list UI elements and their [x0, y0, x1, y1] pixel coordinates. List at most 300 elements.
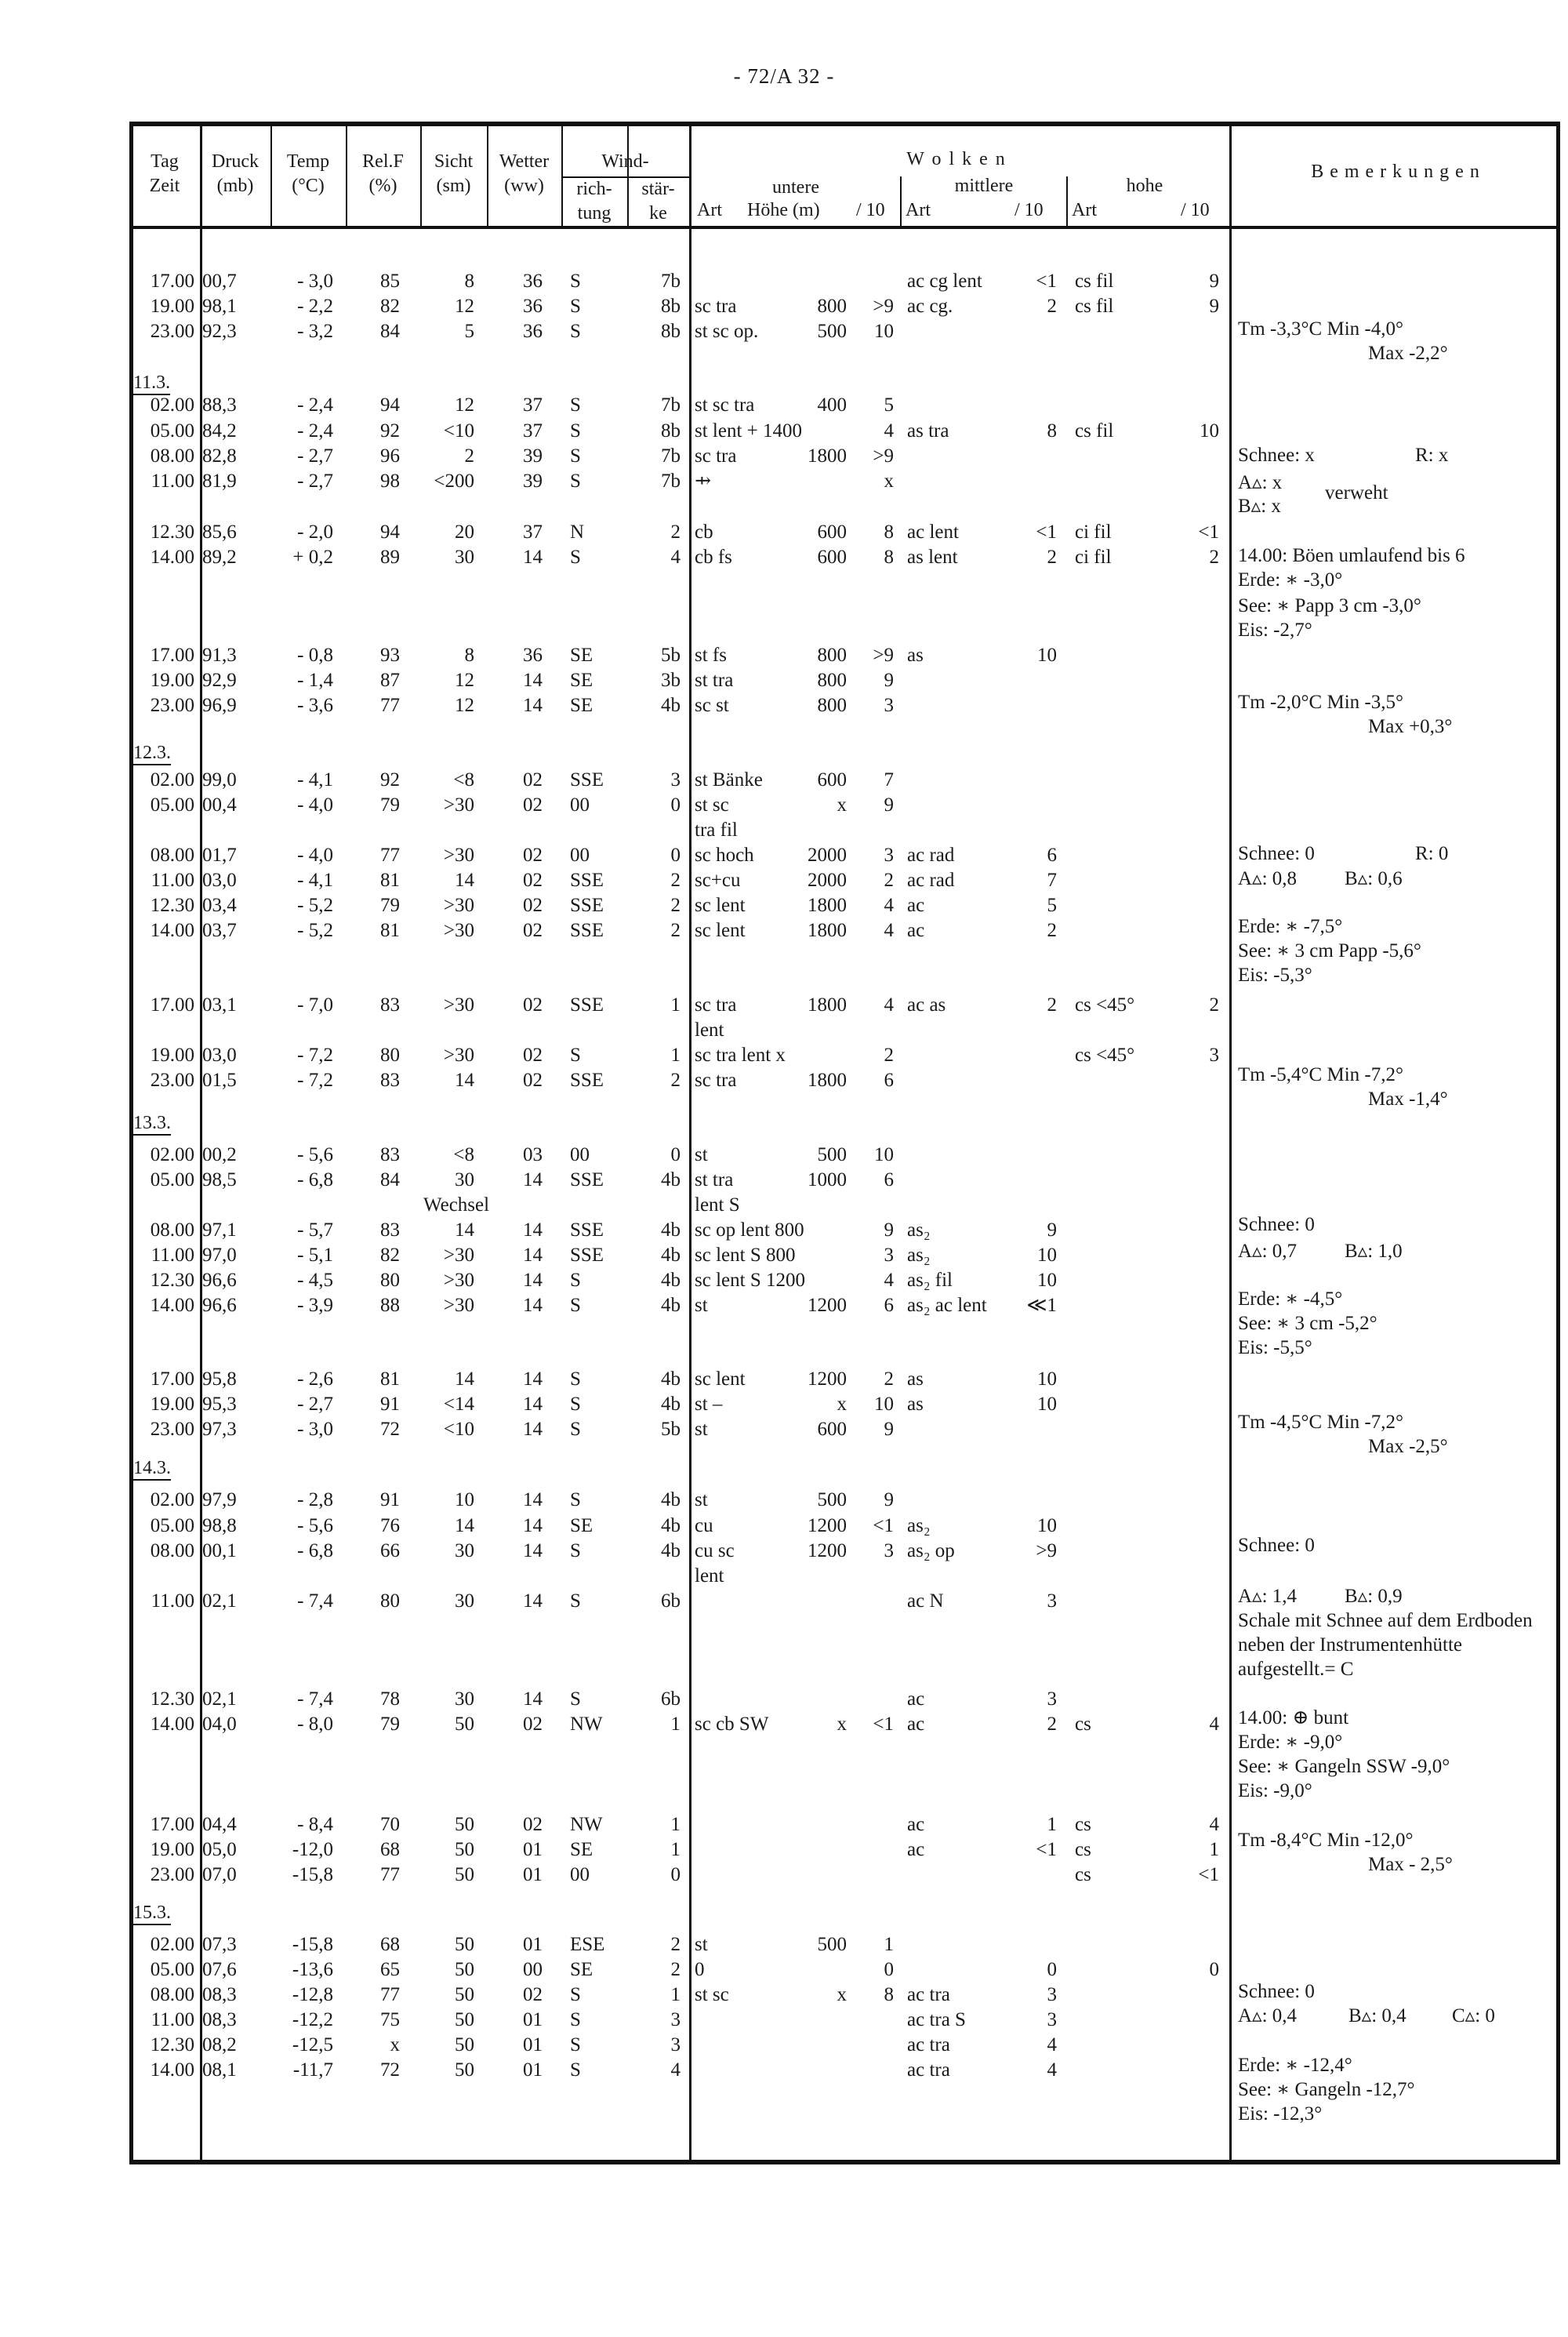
header-druck: Druck (mb) — [212, 151, 259, 196]
pressure-cell: 97,0 — [202, 1245, 237, 1266]
temp-cell: -12,2 — [292, 2009, 333, 2030]
low-cloud-height-cell: 500 — [817, 1934, 847, 1955]
temp-cell: - 4,5 — [297, 1270, 333, 1291]
remark: Eis: -5,3° — [1238, 965, 1312, 986]
remark: Schnee: x — [1238, 445, 1315, 466]
time-cell: 05.00 — [150, 1515, 194, 1536]
low-cloud-type-cell: sc tra — [695, 296, 737, 317]
wind-strength-cell: 2 — [670, 522, 681, 543]
pressure-cell: 88,3 — [202, 394, 237, 416]
time-cell: 12.30 — [150, 2034, 194, 2055]
temp-cell: - 8,0 — [297, 1714, 333, 1735]
temp-cell: - 7,2 — [297, 1070, 333, 1091]
visibility-cell: >30 — [443, 845, 474, 866]
mid-cloud-cover-cell: >9 — [1036, 1540, 1057, 1561]
low-cloud-cover-cell: 10 — [874, 1144, 894, 1165]
mid-cloud-type-cell: as₂ — [907, 1515, 931, 1536]
temp-cell: - 7,0 — [297, 994, 333, 1016]
remark: See: ∗ Gangeln -12,7° — [1238, 2079, 1415, 2100]
humidity-cell: 80 — [380, 1045, 400, 1066]
table-row — [0, 2008, 1568, 2033]
pressure-cell: 04,4 — [202, 1814, 237, 1835]
low-cloud-type-cell: lent — [695, 1019, 724, 1041]
low-cloud-cover-cell: 9 — [884, 1489, 894, 1510]
pressure-cell: 98,8 — [202, 1515, 237, 1536]
time-cell: 02.00 — [150, 1489, 194, 1510]
pressure-cell: 07,3 — [202, 1934, 237, 1955]
pressure-cell: 99,0 — [202, 769, 237, 791]
temp-cell: + 0,2 — [292, 547, 333, 568]
weather-code-cell: 03 — [523, 1144, 543, 1165]
temp-cell: - 5,2 — [297, 895, 333, 916]
remark: B▵: 0,9 — [1345, 1586, 1403, 1607]
remark: R: 0 — [1415, 843, 1449, 864]
time-cell: 23.00 — [150, 1419, 194, 1440]
time-cell: 23.00 — [150, 695, 194, 716]
low-cloud-height-cell: 1800 — [808, 920, 847, 941]
high-cloud-type-cell: cs fil — [1075, 271, 1114, 292]
header-sicht: Sicht (sm) — [434, 151, 474, 196]
weather-code-cell: 02 — [523, 994, 543, 1016]
low-cloud-cover-cell: 1 — [884, 1934, 894, 1955]
wind-direction-cell: SE — [570, 695, 593, 716]
low-cloud-type-cell: sc lent — [695, 895, 746, 916]
low-cloud-cover-cell: 9 — [884, 794, 894, 816]
low-cloud-type-cell: sc op lent 800 — [695, 1219, 804, 1241]
wind-strength-cell: 0 — [670, 1864, 681, 1885]
mid-cloud-cover-cell: 0 — [1047, 1959, 1057, 1980]
mid-cloud-type-cell: as₂ — [907, 1219, 931, 1241]
wind-direction-cell: S — [570, 2034, 581, 2055]
temp-cell: - 7,2 — [297, 1045, 333, 1066]
humidity-cell: 83 — [380, 994, 400, 1016]
low-cloud-height-cell: 500 — [817, 321, 847, 342]
low-cloud-height-cell: x — [837, 1394, 847, 1415]
temp-cell: - 2,0 — [297, 522, 333, 543]
low-cloud-height-cell: 800 — [817, 695, 847, 716]
wind-strength-cell: 4b — [661, 1270, 681, 1291]
humidity-cell: 75 — [380, 2009, 400, 2030]
wind-direction-cell: S — [570, 1419, 581, 1440]
low-cloud-cover-cell: 2 — [884, 870, 894, 891]
weather-code-cell: 02 — [523, 920, 543, 941]
humidity-cell: 83 — [380, 1070, 400, 1091]
time-cell: 14.00 — [150, 547, 194, 568]
remark: Eis: -12,3° — [1238, 2103, 1323, 2124]
wind-direction-cell: SSE — [570, 895, 604, 916]
wind-direction-cell: SE — [570, 670, 593, 691]
low-cloud-cover-cell: 8 — [884, 1984, 894, 2005]
humidity-cell: 76 — [380, 1515, 400, 1536]
wind-strength-cell: 7b — [661, 394, 681, 416]
visibility-cell: 50 — [455, 2034, 474, 2055]
low-cloud-cover-cell: 4 — [884, 420, 894, 442]
remark: Erde: ∗ -7,5° — [1238, 916, 1343, 937]
visibility-cell: 20 — [455, 522, 474, 543]
temp-cell: - 3,0 — [297, 271, 333, 292]
remark: verweht — [1325, 482, 1388, 503]
mid-cloud-type-cell: as₂ ac lent — [907, 1295, 987, 1316]
remark: A▵: 0,7 — [1238, 1241, 1298, 1262]
mid-cloud-type-cell: as lent — [907, 547, 958, 568]
temp-cell: -12,5 — [292, 2034, 333, 2055]
table-row — [0, 419, 1568, 444]
humidity-cell: 85 — [380, 271, 400, 292]
low-cloud-height-cell: 800 — [817, 645, 847, 666]
remark: Eis: -5,5° — [1238, 1337, 1312, 1358]
wind-strength-cell: 0 — [670, 1144, 681, 1165]
wind-strength-cell: 1 — [670, 1814, 681, 1835]
visibility-cell: 50 — [455, 2009, 474, 2030]
visibility-cell: 30 — [455, 1688, 474, 1710]
wind-strength-cell: 2 — [670, 1070, 681, 1091]
table-row — [0, 793, 1568, 818]
temp-cell: - 3,0 — [297, 1419, 333, 1440]
temp-cell: - 6,8 — [297, 1169, 333, 1190]
humidity-cell: 66 — [380, 1540, 400, 1561]
visibility-cell: >30 — [443, 994, 474, 1016]
high-cloud-cover-cell: <1 — [1198, 522, 1219, 543]
high-cloud-type-cell: cs — [1075, 1814, 1091, 1835]
visibility-cell: >30 — [443, 1295, 474, 1316]
wind-strength-cell: 4b — [661, 1368, 681, 1390]
wind-direction-cell: S — [570, 321, 581, 342]
pressure-cell: 95,8 — [202, 1368, 237, 1390]
pressure-cell: 85,6 — [202, 522, 237, 543]
remark: Erde: ∗ -9,0° — [1238, 1732, 1343, 1753]
remark: 14.00: Böen umlaufend bis 6 — [1238, 545, 1465, 566]
time-cell: 23.00 — [150, 1864, 194, 1885]
table-row — [0, 1957, 1568, 1983]
low-cloud-type-cell: st sc — [695, 794, 729, 816]
low-cloud-type-cell: tra fil — [695, 820, 738, 841]
weather-code-cell: 39 — [523, 471, 543, 492]
weather-code-cell: 37 — [523, 394, 543, 416]
table-row — [0, 444, 1568, 469]
remark: Schnee: 0 — [1238, 1214, 1315, 1235]
visibility-cell: <10 — [443, 1419, 474, 1440]
visibility-cell: 12 — [455, 670, 474, 691]
low-cloud-cover-cell: 4 — [884, 994, 894, 1016]
remark: Max -2,2° — [1368, 343, 1448, 364]
low-cloud-type-cell: cb fs — [695, 547, 732, 568]
remark: 14.00: ⊕ bunt — [1238, 1707, 1349, 1728]
wind-strength-cell: 3 — [670, 769, 681, 791]
low-cloud-type-cell: st — [695, 1934, 708, 1955]
mid-cloud-type-cell: ac — [907, 1839, 925, 1860]
day-header: 12.3. — [133, 742, 171, 765]
header-wetter: Wetter (ww) — [499, 151, 550, 196]
low-cloud-type-cell: st fs — [695, 645, 727, 666]
temp-cell: - 2,7 — [297, 1394, 333, 1415]
wind-strength-cell: 1 — [670, 1045, 681, 1066]
visibility-cell: 14 — [455, 870, 474, 891]
weather-code-cell: 14 — [523, 1590, 543, 1612]
remark: Schale mit Schnee auf dem Erdboden neben der Instrumentenhütte aufgestellt.= C — [1238, 1610, 1533, 1680]
wind-strength-cell: 7b — [661, 445, 681, 467]
temp-cell: - 4,0 — [297, 794, 333, 816]
humidity-cell: 82 — [380, 1245, 400, 1266]
table-row — [0, 294, 1568, 319]
low-cloud-cover-cell: 3 — [884, 1540, 894, 1561]
mid-cloud-cover-cell: ≪1 — [1026, 1295, 1057, 1316]
weather-code-cell: 36 — [523, 645, 543, 666]
mid-cloud-cover-cell: <1 — [1036, 1839, 1057, 1860]
mid-cloud-type-cell: as — [907, 1368, 924, 1390]
low-cloud-cover-cell: <1 — [873, 1714, 894, 1735]
header-untere: untere — [772, 177, 819, 198]
pressure-cell: 08,3 — [202, 1984, 237, 2005]
time-cell: 08.00 — [150, 445, 194, 467]
table-row — [0, 993, 1568, 1018]
remark: C▵: 0 — [1452, 2005, 1495, 2026]
time-cell: 14.00 — [150, 2059, 194, 2081]
low-cloud-type-cell: st — [695, 1489, 708, 1510]
pressure-cell: 00,7 — [202, 271, 237, 292]
weather-code-cell: 01 — [523, 1864, 543, 1885]
mid-cloud-cover-cell: 1 — [1047, 1814, 1057, 1835]
temp-cell: - 7,4 — [297, 1688, 333, 1710]
time-cell: 14.00 — [150, 1295, 194, 1316]
humidity-cell: 93 — [380, 645, 400, 666]
pressure-cell: 82,8 — [202, 445, 237, 467]
low-cloud-height-cell: 500 — [817, 1144, 847, 1165]
visibility-cell: 50 — [455, 1839, 474, 1860]
pressure-cell: 98,5 — [202, 1169, 237, 1190]
visibility-cell: 50 — [455, 1984, 474, 2005]
mid-cloud-cover-cell: 2 — [1047, 920, 1057, 941]
visibility-cell: 30 — [455, 1540, 474, 1561]
wind-strength-cell: 4b — [661, 1394, 681, 1415]
table-row — [0, 1564, 1568, 1589]
weather-code-cell: 14 — [523, 1489, 543, 1510]
mid-cloud-type-cell: ac tra S — [907, 2009, 966, 2030]
humidity-cell: 96 — [380, 445, 400, 467]
temp-cell: - 2,6 — [297, 1368, 333, 1390]
pressure-cell: 97,9 — [202, 1489, 237, 1510]
day-header: 13.3. — [133, 1112, 171, 1136]
wind-strength-cell: 5b — [661, 645, 681, 666]
day-header: 11.3. — [133, 372, 170, 395]
pressure-cell: 02,1 — [202, 1590, 237, 1612]
wind-strength-cell: 2 — [670, 870, 681, 891]
humidity-cell: 79 — [380, 794, 400, 816]
high-cloud-cover-cell: 1 — [1209, 1839, 1219, 1860]
low-cloud-height-cell: 1200 — [808, 1295, 847, 1316]
visibility-cell: 50 — [455, 2059, 474, 2081]
humidity-cell: 68 — [380, 1839, 400, 1860]
low-cloud-cover-cell: 10 — [874, 321, 894, 342]
remark: Erde: ∗ -12,4° — [1238, 2055, 1352, 2076]
visibility-cell: 12 — [455, 296, 474, 317]
temp-cell: - 5,6 — [297, 1515, 333, 1536]
wind-direction-cell: 00 — [570, 794, 590, 816]
low-cloud-height-cell: 600 — [817, 1419, 847, 1440]
humidity-cell: 77 — [380, 1864, 400, 1885]
wind-direction-cell: S — [570, 2009, 581, 2030]
wind-strength-cell: 6b — [661, 1688, 681, 1710]
wind-direction-cell: S — [570, 1295, 581, 1316]
table-row — [0, 868, 1568, 893]
low-cloud-cover-cell: 3 — [884, 1245, 894, 1266]
mid-cloud-type-cell: ac as — [907, 994, 946, 1016]
weather-code-cell: 36 — [523, 321, 543, 342]
weather-code-cell: 14 — [523, 1219, 543, 1241]
time-cell: 12.30 — [150, 1270, 194, 1291]
temp-cell: - 5,6 — [297, 1144, 333, 1165]
visibility-cell: 14 — [455, 1368, 474, 1390]
visibility-cell: 50 — [455, 1934, 474, 1955]
low-cloud-height-cell: 600 — [817, 547, 847, 568]
wind-strength-cell: 6b — [661, 1590, 681, 1612]
time-cell: 05.00 — [150, 1169, 194, 1190]
temp-cell: - 4,1 — [297, 870, 333, 891]
mid-cloud-type-cell: as tra — [907, 420, 949, 442]
time-cell: 17.00 — [150, 645, 194, 666]
mid-cloud-type-cell: ac tra — [907, 2034, 950, 2055]
time-cell: 17.00 — [150, 994, 194, 1016]
pressure-cell: 03,1 — [202, 994, 237, 1016]
time-cell: 08.00 — [150, 1219, 194, 1241]
wind-strength-cell: 3 — [670, 2034, 681, 2055]
wind-direction-cell: S — [570, 1394, 581, 1415]
pressure-cell: 02,1 — [202, 1688, 237, 1710]
wind-strength-cell: 1 — [670, 1984, 681, 2005]
low-cloud-height-cell: 600 — [817, 522, 847, 543]
mid-cloud-cover-cell: 6 — [1047, 845, 1057, 866]
weather-code-cell: 02 — [523, 1714, 543, 1735]
weather-code-cell: 36 — [523, 271, 543, 292]
pressure-cell: 03,0 — [202, 870, 237, 891]
temp-cell: - 7,4 — [297, 1590, 333, 1612]
weather-code-cell: 01 — [523, 2009, 543, 2030]
low-cloud-cover-cell: 9 — [884, 1419, 894, 1440]
wind-strength-cell: 4 — [670, 547, 681, 568]
weather-code-cell: 37 — [523, 420, 543, 442]
visibility-cell: 30 — [455, 547, 474, 568]
weather-code-cell: 14 — [523, 1540, 543, 1561]
low-cloud-height-cell: 800 — [817, 670, 847, 691]
time-cell: 23.00 — [150, 321, 194, 342]
remark: Schnee: 0 — [1238, 1981, 1315, 2002]
mid-cloud-cover-cell: 7 — [1047, 870, 1057, 891]
remark: Max +0,3° — [1368, 716, 1453, 737]
humidity-cell: 78 — [380, 1688, 400, 1710]
low-cloud-cover-cell: >9 — [873, 445, 894, 467]
low-cloud-height-cell: 600 — [817, 769, 847, 791]
weather-code-cell: 01 — [523, 2059, 543, 2081]
temp-cell: - 3,6 — [297, 695, 333, 716]
weather-code-cell: 02 — [523, 845, 543, 866]
wind-direction-cell: S — [570, 547, 581, 568]
remark: B▵: 0,4 — [1348, 2005, 1406, 2026]
time-cell: 02.00 — [150, 1934, 194, 1955]
weather-code-cell: 14 — [523, 1270, 543, 1291]
low-cloud-cover-cell: 2 — [884, 1045, 894, 1066]
weather-code-cell: 02 — [523, 870, 543, 891]
wind-direction-cell: S — [570, 1540, 581, 1561]
low-cloud-height-cell: 800 — [817, 296, 847, 317]
wind-strength-cell: 5b — [661, 1419, 681, 1440]
pressure-cell: 95,3 — [202, 1394, 237, 1415]
low-cloud-type-cell: st – — [695, 1394, 723, 1415]
wind-strength-cell: 4b — [661, 1295, 681, 1316]
low-cloud-type-cell: st — [695, 1144, 708, 1165]
temp-cell: -15,8 — [292, 1864, 333, 1885]
header-relf: Rel.F (%) — [362, 151, 404, 196]
low-cloud-type-cell: sc hoch — [695, 845, 754, 866]
weather-code-cell: 01 — [523, 1839, 543, 1860]
wind-strength-cell: 7b — [661, 471, 681, 492]
wind-direction-cell: S — [570, 1590, 581, 1612]
low-cloud-type-cell: sc tra — [695, 445, 737, 467]
mid-cloud-type-cell: ac N — [907, 1590, 944, 1612]
high-cloud-cover-cell: 4 — [1209, 1814, 1219, 1835]
visibility-cell: 30 — [455, 1590, 474, 1612]
remark: See: ∗ 3 cm -5,2° — [1238, 1313, 1377, 1334]
weather-code-cell: 02 — [523, 794, 543, 816]
wind-direction-cell: S — [570, 445, 581, 467]
low-cloud-cover-cell: 8 — [884, 547, 894, 568]
visibility-cell: >30 — [443, 1270, 474, 1291]
high-cloud-cover-cell: 9 — [1209, 296, 1219, 317]
wind-strength-cell: 2 — [670, 895, 681, 916]
wind-direction-cell: 00 — [570, 1864, 590, 1885]
time-cell: 11.00 — [151, 2009, 194, 2030]
header-untere-zehntel: / 10 — [856, 200, 885, 220]
weather-code-cell: 14 — [523, 670, 543, 691]
high-cloud-type-cell: cs — [1075, 1864, 1091, 1885]
low-cloud-type-cell: lent S — [695, 1194, 740, 1216]
low-cloud-type-cell: st Bänke — [695, 769, 763, 791]
time-cell: 11.00 — [151, 1590, 194, 1612]
weather-code-cell: 14 — [523, 1169, 543, 1190]
wind-direction-cell: SSE — [570, 870, 604, 891]
pressure-cell: 07,0 — [202, 1864, 237, 1885]
wind-direction-cell: SSE — [570, 920, 604, 941]
mid-cloud-type-cell: ac cg. — [907, 296, 953, 317]
remark: Tm -8,4°C Min -12,0° — [1238, 1830, 1414, 1851]
low-cloud-height-cell: 1800 — [808, 445, 847, 467]
humidity-cell: 94 — [380, 394, 400, 416]
remark: Eis: -2,7° — [1238, 620, 1312, 641]
temp-cell: -12,0 — [292, 1839, 333, 1860]
humidity-cell: 77 — [380, 1984, 400, 2005]
high-cloud-cover-cell: 2 — [1209, 994, 1219, 1016]
humidity-cell: x — [390, 2034, 400, 2055]
mid-cloud-cover-cell: 2 — [1047, 1714, 1057, 1735]
wind-strength-cell: 4b — [661, 1245, 681, 1266]
visibility-cell: 8 — [464, 271, 474, 292]
low-cloud-cover-cell: 9 — [884, 1219, 894, 1241]
mid-cloud-cover-cell: 4 — [1047, 2059, 1057, 2081]
pressure-cell: 92,3 — [202, 321, 237, 342]
humidity-cell: 83 — [380, 1144, 400, 1165]
time-cell: 17.00 — [150, 271, 194, 292]
mid-cloud-type-cell: as₂ fil — [907, 1270, 953, 1291]
remark: Tm -2,0°C Min -3,5° — [1238, 692, 1403, 713]
remark: A▵: 1,4 — [1238, 1586, 1298, 1607]
humidity-cell: 79 — [380, 1714, 400, 1735]
low-cloud-type-cell: cu — [695, 1515, 713, 1536]
temp-cell: -12,8 — [292, 1984, 333, 2005]
header-hohe-art: Art — [1072, 200, 1097, 220]
humidity-cell: 92 — [380, 769, 400, 791]
header-wolken: W o l k e n — [906, 149, 1007, 169]
low-cloud-cover-cell: 9 — [884, 670, 894, 691]
humidity-cell: 65 — [380, 1959, 400, 1980]
header-bemerkungen: B e m e r k u n g e n — [1311, 162, 1480, 182]
